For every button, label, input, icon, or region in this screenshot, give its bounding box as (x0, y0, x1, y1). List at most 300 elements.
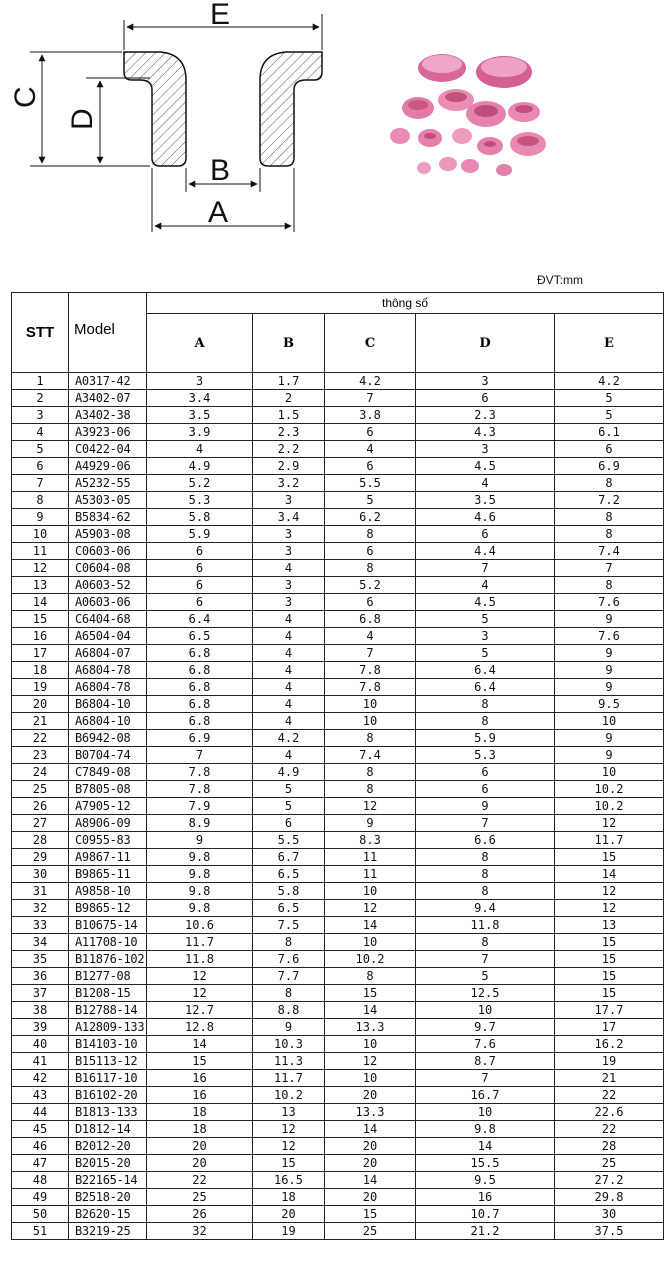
cell-c: 10 (325, 934, 416, 951)
bushing-dimension-diagram (0, 0, 340, 245)
cell-stt: 47 (12, 1155, 69, 1172)
cell-d: 6 (416, 781, 555, 798)
cell-stt: 17 (12, 645, 69, 662)
cell-model: B2518-20 (69, 1189, 147, 1206)
cell-e: 15 (555, 985, 664, 1002)
cell-e: 15 (555, 849, 664, 866)
cell-stt: 16 (12, 628, 69, 645)
cell-a: 18 (147, 1104, 253, 1121)
cell-model: B9865-11 (69, 866, 147, 883)
cell-d: 8 (416, 934, 555, 951)
table-row (12, 645, 664, 662)
cell-e: 7 (555, 560, 664, 577)
table-row (12, 560, 664, 577)
cell-model: B16102-20 (69, 1087, 147, 1104)
cell-c: 10 (325, 883, 416, 900)
cell-d: 12.5 (416, 985, 555, 1002)
cell-stt: 49 (12, 1189, 69, 1206)
cell-a: 15 (147, 1053, 253, 1070)
table-row (12, 1053, 664, 1070)
cell-d: 5.3 (416, 747, 555, 764)
cell-model: C0604-08 (69, 560, 147, 577)
cell-stt: 7 (12, 475, 69, 492)
cell-model: B16117-10 (69, 1070, 147, 1087)
cell-b: 13 (253, 1104, 325, 1121)
cell-d: 8 (416, 866, 555, 883)
cell-d: 4.5 (416, 594, 555, 611)
table-row (12, 951, 664, 968)
cell-e: 16.2 (555, 1036, 664, 1053)
cell-a: 6.5 (147, 628, 253, 645)
cell-a: 6.8 (147, 679, 253, 696)
cell-stt: 21 (12, 713, 69, 730)
cell-b: 4 (253, 696, 325, 713)
cell-model: A5303-05 (69, 492, 147, 509)
cell-c: 20 (325, 1155, 416, 1172)
cell-d: 4.6 (416, 509, 555, 526)
cell-d: 10.7 (416, 1206, 555, 1223)
cell-d: 4.5 (416, 458, 555, 475)
cell-d: 16 (416, 1189, 555, 1206)
cell-b: 7.7 (253, 968, 325, 985)
cell-stt: 37 (12, 985, 69, 1002)
cell-b: 4 (253, 645, 325, 662)
cell-d: 5 (416, 611, 555, 628)
cell-model: C0603-06 (69, 543, 147, 560)
cell-e: 7.4 (555, 543, 664, 560)
table-row (12, 1206, 664, 1223)
cell-stt: 18 (12, 662, 69, 679)
cell-stt: 11 (12, 543, 69, 560)
cell-stt: 30 (12, 866, 69, 883)
cell-c: 20 (325, 1189, 416, 1206)
cell-d: 8.7 (416, 1053, 555, 1070)
table-row (12, 1002, 664, 1019)
cell-c: 11 (325, 866, 416, 883)
cell-d: 6 (416, 764, 555, 781)
cell-e: 22 (555, 1121, 664, 1138)
cell-model: B2012-20 (69, 1138, 147, 1155)
cell-stt: 1 (12, 373, 69, 390)
cell-e: 12 (555, 815, 664, 832)
cell-model: B9865-12 (69, 900, 147, 917)
cell-model: A3923-06 (69, 424, 147, 441)
cell-a: 9.8 (147, 883, 253, 900)
cell-b: 18 (253, 1189, 325, 1206)
cell-c: 6.8 (325, 611, 416, 628)
table-row (12, 866, 664, 883)
cell-c: 12 (325, 900, 416, 917)
cell-e: 15 (555, 951, 664, 968)
table-row (12, 713, 664, 730)
cell-e: 27.2 (555, 1172, 664, 1189)
cell-a: 26 (147, 1206, 253, 1223)
table-row (12, 509, 664, 526)
cell-e: 6.9 (555, 458, 664, 475)
cell-e: 5 (555, 390, 664, 407)
cell-stt: 24 (12, 764, 69, 781)
cell-d: 14 (416, 1138, 555, 1155)
table-row (12, 815, 664, 832)
left-wall-section (124, 52, 186, 166)
table-row (12, 1036, 664, 1053)
table-row (12, 526, 664, 543)
table-row (12, 424, 664, 441)
cell-a: 3 (147, 373, 253, 390)
cell-stt: 46 (12, 1138, 69, 1155)
cell-e: 12 (555, 883, 664, 900)
cell-d: 21.2 (416, 1223, 555, 1240)
cell-c: 8 (325, 781, 416, 798)
table-row (12, 577, 664, 594)
cell-c: 14 (325, 1172, 416, 1189)
cell-c: 14 (325, 1002, 416, 1019)
cell-c: 5 (325, 492, 416, 509)
cell-model: B3219-25 (69, 1223, 147, 1240)
cell-model: B11876-102 (69, 951, 147, 968)
cell-d: 4 (416, 577, 555, 594)
cell-b: 9 (253, 1019, 325, 1036)
cell-c: 7 (325, 390, 416, 407)
table-row (12, 917, 664, 934)
cell-c: 5.2 (325, 577, 416, 594)
cell-stt: 32 (12, 900, 69, 917)
cell-c: 6 (325, 424, 416, 441)
cell-c: 8 (325, 968, 416, 985)
cell-e: 12 (555, 900, 664, 917)
cell-e: 21 (555, 1070, 664, 1087)
cell-d: 9.7 (416, 1019, 555, 1036)
cell-a: 5.8 (147, 509, 253, 526)
cell-a: 6.4 (147, 611, 253, 628)
cell-a: 8.9 (147, 815, 253, 832)
cell-stt: 50 (12, 1206, 69, 1223)
cell-model: A5232-55 (69, 475, 147, 492)
cell-stt: 15 (12, 611, 69, 628)
cell-e: 4.2 (555, 373, 664, 390)
cell-model: B2620-15 (69, 1206, 147, 1223)
table-row (12, 849, 664, 866)
cell-a: 5.3 (147, 492, 253, 509)
cell-e: 8 (555, 509, 664, 526)
cell-a: 7.8 (147, 781, 253, 798)
cell-b: 20 (253, 1206, 325, 1223)
cell-model: B10675-14 (69, 917, 147, 934)
cell-model: B5834-62 (69, 509, 147, 526)
cell-b: 8.8 (253, 1002, 325, 1019)
cell-d: 5 (416, 968, 555, 985)
cell-e: 9.5 (555, 696, 664, 713)
cell-stt: 13 (12, 577, 69, 594)
right-wall-section (260, 52, 322, 166)
cell-stt: 33 (12, 917, 69, 934)
cell-a: 12.8 (147, 1019, 253, 1036)
header-b: B (253, 314, 325, 373)
table-row (12, 441, 664, 458)
cell-model: A0603-52 (69, 577, 147, 594)
cell-a: 12.7 (147, 1002, 253, 1019)
cell-d: 8 (416, 713, 555, 730)
cell-e: 28 (555, 1138, 664, 1155)
cell-e: 30 (555, 1206, 664, 1223)
cell-b: 6.5 (253, 900, 325, 917)
cell-c: 8 (325, 764, 416, 781)
cell-stt: 12 (12, 560, 69, 577)
cell-d: 5 (416, 645, 555, 662)
cell-stt: 14 (12, 594, 69, 611)
cell-c: 10 (325, 713, 416, 730)
cell-b: 6.7 (253, 849, 325, 866)
table-row (12, 611, 664, 628)
table-row (12, 492, 664, 509)
cell-e: 11.7 (555, 832, 664, 849)
cell-e: 8 (555, 526, 664, 543)
table-row (12, 968, 664, 985)
cell-e: 15 (555, 934, 664, 951)
cell-stt: 31 (12, 883, 69, 900)
table-row (12, 390, 664, 407)
cell-stt: 45 (12, 1121, 69, 1138)
cell-a: 6.8 (147, 645, 253, 662)
cell-b: 5.5 (253, 832, 325, 849)
cell-a: 6 (147, 577, 253, 594)
cell-stt: 4 (12, 424, 69, 441)
cell-b: 1.5 (253, 407, 325, 424)
cell-c: 6 (325, 458, 416, 475)
cell-d: 10 (416, 1002, 555, 1019)
cell-stt: 48 (12, 1172, 69, 1189)
cell-a: 11.7 (147, 934, 253, 951)
cell-a: 7 (147, 747, 253, 764)
header-d: D (416, 314, 555, 373)
cell-d: 8 (416, 849, 555, 866)
unit-label: ĐVT:mm (537, 273, 583, 287)
cell-a: 14 (147, 1036, 253, 1053)
cell-d: 10 (416, 1104, 555, 1121)
table-row (12, 1172, 664, 1189)
cell-e: 22 (555, 1087, 664, 1104)
cell-a: 6 (147, 543, 253, 560)
cell-model: A6804-78 (69, 662, 147, 679)
cell-b: 4 (253, 611, 325, 628)
cell-model: A3402-38 (69, 407, 147, 424)
cell-c: 10 (325, 1036, 416, 1053)
cell-c: 3.8 (325, 407, 416, 424)
cell-d: 3.5 (416, 492, 555, 509)
cell-b: 11.7 (253, 1070, 325, 1087)
cell-model: B7805-08 (69, 781, 147, 798)
table-row (12, 1189, 664, 1206)
cell-b: 8 (253, 985, 325, 1002)
cell-d: 6 (416, 390, 555, 407)
cell-d: 4.3 (416, 424, 555, 441)
cell-e: 6 (555, 441, 664, 458)
cell-b: 12 (253, 1138, 325, 1155)
cell-model: B6804-10 (69, 696, 147, 713)
cell-model: B1208-15 (69, 985, 147, 1002)
cell-d: 9.4 (416, 900, 555, 917)
cell-b: 3.4 (253, 509, 325, 526)
cell-e: 14 (555, 866, 664, 883)
table-row (12, 934, 664, 951)
bushing-cluster (390, 54, 546, 176)
cell-model: A6804-78 (69, 679, 147, 696)
cell-stt: 27 (12, 815, 69, 832)
cell-d: 4 (416, 475, 555, 492)
cell-stt: 3 (12, 407, 69, 424)
cell-a: 9.8 (147, 900, 253, 917)
cell-c: 8 (325, 526, 416, 543)
cell-d: 8 (416, 696, 555, 713)
cell-d: 6.4 (416, 662, 555, 679)
header-stt: STT (12, 293, 69, 373)
cell-a: 5.2 (147, 475, 253, 492)
cell-model: C6404-68 (69, 611, 147, 628)
table-row (12, 679, 664, 696)
table-row (12, 832, 664, 849)
table-row (12, 985, 664, 1002)
cell-stt: 41 (12, 1053, 69, 1070)
cell-d: 15.5 (416, 1155, 555, 1172)
table-row (12, 730, 664, 747)
table-row (12, 1138, 664, 1155)
cell-b: 4.2 (253, 730, 325, 747)
table-row (12, 475, 664, 492)
cell-b: 7.5 (253, 917, 325, 934)
table-row (12, 407, 664, 424)
cell-d: 8 (416, 883, 555, 900)
cell-b: 8 (253, 934, 325, 951)
cell-b: 5 (253, 781, 325, 798)
cell-b: 2.9 (253, 458, 325, 475)
cell-b: 3 (253, 594, 325, 611)
cell-d: 6 (416, 526, 555, 543)
cell-e: 9 (555, 662, 664, 679)
cell-d: 11.8 (416, 917, 555, 934)
cell-model: B6942-08 (69, 730, 147, 747)
cell-stt: 9 (12, 509, 69, 526)
cell-c: 4.2 (325, 373, 416, 390)
cell-a: 6 (147, 594, 253, 611)
table-row (12, 798, 664, 815)
cell-b: 12 (253, 1121, 325, 1138)
cell-c: 6.2 (325, 509, 416, 526)
cell-e: 19 (555, 1053, 664, 1070)
spec-table (11, 292, 664, 1240)
cell-c: 15 (325, 985, 416, 1002)
cell-d: 7 (416, 1070, 555, 1087)
cell-stt: 23 (12, 747, 69, 764)
table-row (12, 628, 664, 645)
label-d: D (66, 108, 99, 130)
cell-c: 4 (325, 628, 416, 645)
table-row (12, 1070, 664, 1087)
cell-model: C0955-83 (69, 832, 147, 849)
cell-stt: 6 (12, 458, 69, 475)
cell-d: 2.3 (416, 407, 555, 424)
cell-a: 4.9 (147, 458, 253, 475)
cell-c: 12 (325, 1053, 416, 1070)
cell-model: C7849-08 (69, 764, 147, 781)
cell-e: 8 (555, 475, 664, 492)
cell-e: 10.2 (555, 781, 664, 798)
table-row (12, 1223, 664, 1240)
cell-a: 16 (147, 1070, 253, 1087)
cell-d: 7 (416, 560, 555, 577)
cell-stt: 28 (12, 832, 69, 849)
cell-b: 7.6 (253, 951, 325, 968)
cell-c: 14 (325, 917, 416, 934)
cell-b: 1.7 (253, 373, 325, 390)
table-row (12, 373, 664, 390)
cell-model: A6504-04 (69, 628, 147, 645)
cell-e: 6.1 (555, 424, 664, 441)
cell-b: 4.9 (253, 764, 325, 781)
cell-c: 25 (325, 1223, 416, 1240)
cell-d: 4.4 (416, 543, 555, 560)
cell-stt: 25 (12, 781, 69, 798)
cell-b: 4 (253, 662, 325, 679)
header-parameters: thông số (147, 293, 664, 314)
cell-e: 25 (555, 1155, 664, 1172)
cell-model: A8906-09 (69, 815, 147, 832)
cell-b: 3 (253, 543, 325, 560)
cell-d: 7.6 (416, 1036, 555, 1053)
table-row (12, 594, 664, 611)
cell-model: D1812-14 (69, 1121, 147, 1138)
cell-e: 37.5 (555, 1223, 664, 1240)
cell-c: 10.2 (325, 951, 416, 968)
cell-b: 3 (253, 492, 325, 509)
label-c: C (9, 86, 42, 108)
cell-c: 10 (325, 696, 416, 713)
cell-d: 9.8 (416, 1121, 555, 1138)
cell-a: 22 (147, 1172, 253, 1189)
cell-a: 6 (147, 560, 253, 577)
cell-a: 32 (147, 1223, 253, 1240)
label-a: A (208, 196, 229, 229)
cell-a: 11.8 (147, 951, 253, 968)
table-row (12, 1121, 664, 1138)
cell-a: 6.8 (147, 696, 253, 713)
cell-e: 10.2 (555, 798, 664, 815)
cell-model: A9867-11 (69, 849, 147, 866)
cell-stt: 35 (12, 951, 69, 968)
cell-b: 10.2 (253, 1087, 325, 1104)
cell-a: 3.4 (147, 390, 253, 407)
cell-a: 5.9 (147, 526, 253, 543)
cell-a: 7.9 (147, 798, 253, 815)
cell-d: 7 (416, 815, 555, 832)
table-row (12, 662, 664, 679)
cell-a: 7.8 (147, 764, 253, 781)
cell-b: 2.2 (253, 441, 325, 458)
cell-b: 4 (253, 560, 325, 577)
spec-table-body (12, 373, 664, 1240)
cell-c: 20 (325, 1138, 416, 1155)
cell-stt: 10 (12, 526, 69, 543)
cell-e: 9 (555, 645, 664, 662)
cell-model: A7905-12 (69, 798, 147, 815)
cell-e: 10 (555, 764, 664, 781)
cell-e: 9 (555, 747, 664, 764)
cell-a: 12 (147, 968, 253, 985)
cell-b: 4 (253, 679, 325, 696)
table-row (12, 1087, 664, 1104)
header-e: E (555, 314, 664, 373)
cell-e: 22.6 (555, 1104, 664, 1121)
cell-a: 9.8 (147, 849, 253, 866)
